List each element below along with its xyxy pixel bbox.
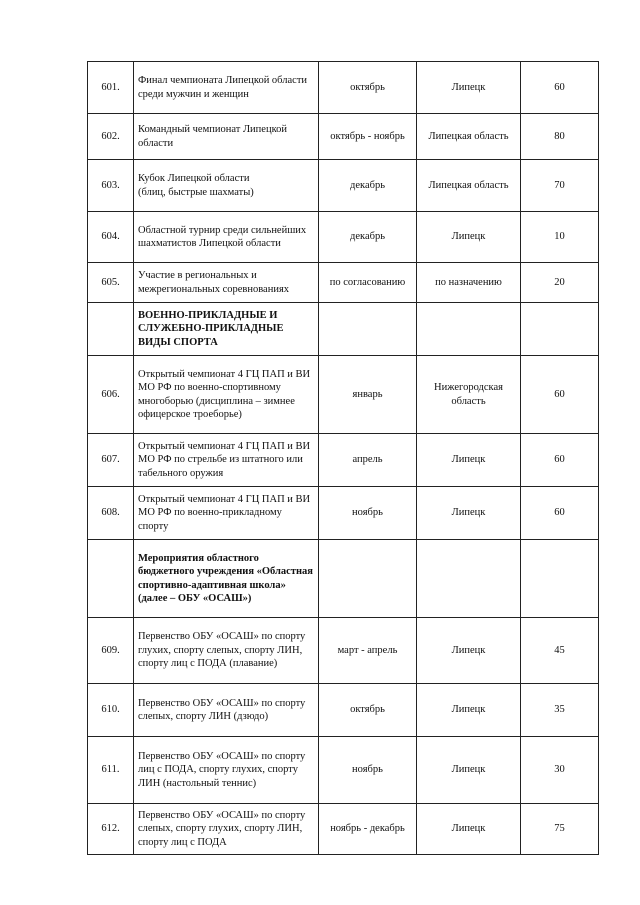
table-row	[88, 62, 599, 114]
participant-count: 45	[521, 618, 599, 684]
section-row	[88, 540, 599, 618]
event-place: Нижегородская область	[417, 356, 521, 434]
event-name: Первенство ОБУ «ОСАШ» по спорту глухих, спорту слепых, спорту ЛИН, спорту лиц с ПОДА (плавание)	[134, 618, 319, 684]
participant-count: 20	[521, 263, 599, 303]
table-row	[88, 487, 599, 540]
section-title: Мероприятия областного бюджетного учреждения «Областная спортивно-адаптивная школа» (далее – ОБУ «ОСАШ»)	[134, 540, 319, 618]
row-number: 601.	[88, 62, 134, 114]
event-place: Липецк	[417, 804, 521, 855]
event-name: Областной турнир среди сильнейших шахматистов Липецкой области	[134, 212, 319, 263]
participant-count: 35	[521, 684, 599, 737]
row-number: 612.	[88, 804, 134, 855]
event-place: по назначению	[417, 263, 521, 303]
row-number: 605.	[88, 263, 134, 303]
event-date: октябрь	[319, 684, 417, 737]
event-name: Финал чемпионата Липецкой области среди мужчин и женщин	[134, 62, 319, 114]
row-number: 610.	[88, 684, 134, 737]
event-date: ноябрь	[319, 737, 417, 804]
participant-count: 80	[521, 114, 599, 160]
event-name: Открытый чемпионат 4 ГЦ ПАП и ВИ МО РФ по стрельбе из штатного или табельного оружия	[134, 434, 319, 487]
event-place: Липецк	[417, 434, 521, 487]
event-place: Липецк	[417, 618, 521, 684]
participant-count: 30	[521, 737, 599, 804]
event-date	[319, 540, 417, 618]
event-name: Первенство ОБУ «ОСАШ» по спорту слепых, спорту глухих, спорту ЛИН, спорту лиц с ПОДА	[134, 804, 319, 855]
participant-count: 60	[521, 487, 599, 540]
event-place: Липецк	[417, 212, 521, 263]
event-date: ноябрь	[319, 487, 417, 540]
row-number: 604.	[88, 212, 134, 263]
row-number: 603.	[88, 160, 134, 212]
event-name: Командный чемпионат Липецкой области	[134, 114, 319, 160]
row-number	[88, 303, 134, 356]
table-row	[88, 804, 599, 855]
event-date: апрель	[319, 434, 417, 487]
event-name: Первенство ОБУ «ОСАШ» по спорту слепых, спорту ЛИН (дзюдо)	[134, 684, 319, 737]
participant-count: 60	[521, 356, 599, 434]
participant-count: 10	[521, 212, 599, 263]
event-name: Первенство ОБУ «ОСАШ» по спорту лиц с ПОДА, спорту глухих, спорту ЛИН (настольный теннис)	[134, 737, 319, 804]
event-date	[319, 303, 417, 356]
section-row	[88, 303, 599, 356]
event-date: октябрь - ноябрь	[319, 114, 417, 160]
table-row	[88, 434, 599, 487]
participant-count	[521, 303, 599, 356]
event-place	[417, 303, 521, 356]
table-row	[88, 684, 599, 737]
row-number: 609.	[88, 618, 134, 684]
event-date: декабрь	[319, 212, 417, 263]
event-place: Липецк	[417, 487, 521, 540]
event-place: Липецк	[417, 684, 521, 737]
event-date: по согласованию	[319, 263, 417, 303]
participant-count: 75	[521, 804, 599, 855]
row-number: 606.	[88, 356, 134, 434]
row-number: 607.	[88, 434, 134, 487]
row-number: 602.	[88, 114, 134, 160]
table-row	[88, 212, 599, 263]
participant-count: 60	[521, 62, 599, 114]
event-place: Липецкая область	[417, 160, 521, 212]
event-name: Участие в региональных и межрегиональных соревнованиях	[134, 263, 319, 303]
event-place: Липецк	[417, 62, 521, 114]
section-title: ВОЕННО-ПРИКЛАДНЫЕ И СЛУЖЕБНО-ПРИКЛАДНЫЕ ВИДЫ СПОРТА	[134, 303, 319, 356]
event-date: январь	[319, 356, 417, 434]
table-row	[88, 618, 599, 684]
table-row	[88, 737, 599, 804]
participant-count: 70	[521, 160, 599, 212]
table-row	[88, 114, 599, 160]
event-date: ноябрь - декабрь	[319, 804, 417, 855]
event-name: Открытый чемпионат 4 ГЦ ПАП и ВИ МО РФ по военно-прикладному спорту	[134, 487, 319, 540]
row-number: 608.	[88, 487, 134, 540]
event-place: Липецкая область	[417, 114, 521, 160]
event-place: Липецк	[417, 737, 521, 804]
table-row	[88, 263, 599, 303]
event-place	[417, 540, 521, 618]
row-number: 611.	[88, 737, 134, 804]
table-row	[88, 356, 599, 434]
event-name: Открытый чемпионат 4 ГЦ ПАП и ВИ МО РФ по военно-спортивному многоборью (дисциплина – зимнее офицерское троеборье)	[134, 356, 319, 434]
events-table	[87, 61, 599, 855]
event-date: октябрь	[319, 62, 417, 114]
event-date: март - апрель	[319, 618, 417, 684]
event-date: декабрь	[319, 160, 417, 212]
participant-count	[521, 540, 599, 618]
table-row	[88, 160, 599, 212]
row-number	[88, 540, 134, 618]
participant-count: 60	[521, 434, 599, 487]
event-name: Кубок Липецкой области (блиц, быстрые шахматы)	[134, 160, 319, 212]
